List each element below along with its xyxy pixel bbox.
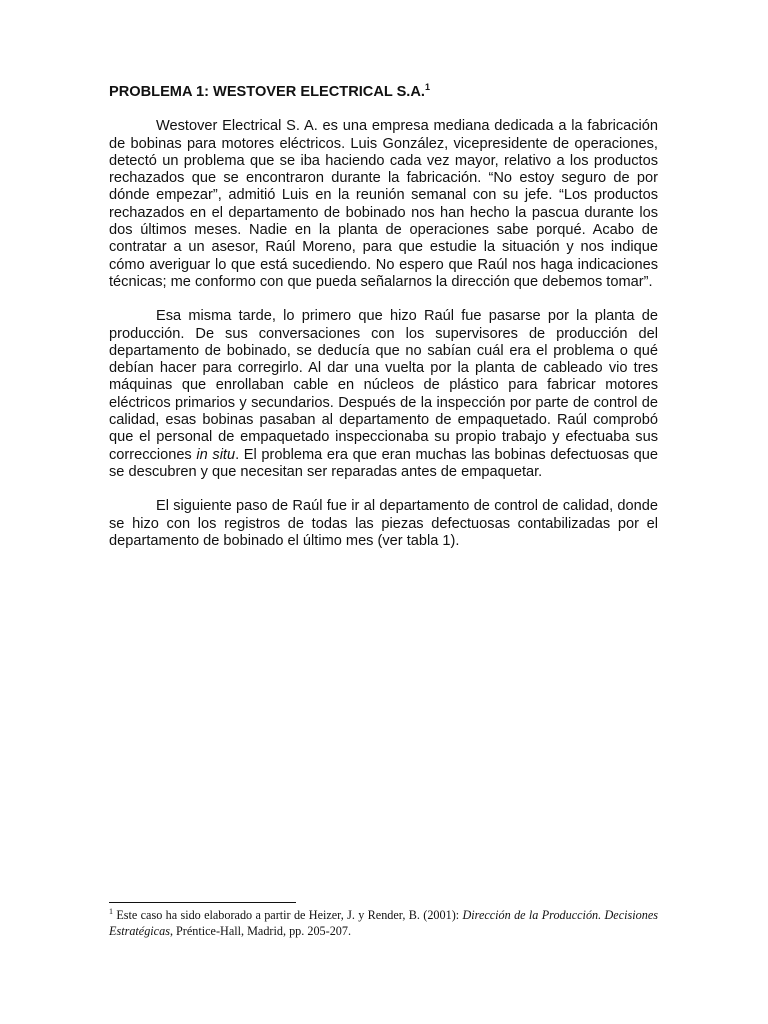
document-body [109,84,658,567]
footnote-text-a: Este caso ha sido elaborado a partir de Heizer, J. y Render, B. (2001): [113,908,463,922]
paragraph-2-italic: in situ [196,446,236,463]
footnote [109,908,658,939]
paragraph-2 [109,308,658,481]
document-title [109,84,658,101]
footnote-marker: 1 [109,906,113,916]
paragraph-1: Westover Electrical S. A. es una empresa mediana dedicada a la fabricación de bobinas para motores eléctricos. Luis González, vicepresidente de operaciones, detectó un problema que se iba haciendo cada vez mayor, relativo a los productos rechazados que se encontraron durante la fabricación. “No estoy seguro de por dónde empezar”, admitió Luis en la reunión semanal con su jefe. “Los productos rechazados en el departamento de bobinado nos han hecho la pascua durante los dos últimos meses. Nadie en la planta de operaciones sabe porqué. Acabo de contratar a un asesor, Raúl Moreno, para que estudie la situación y nos indique cómo averiguar lo que está sucediendo. No espero que Raúl nos haga indicaciones técnicas; me conformo con que pueda señalarnos la dirección que debemos tomar”. [109,118,658,290]
title-footnote-marker: 1 [424,82,430,93]
footnote-text-b: , Préntice-Hall, Madrid, pp. 205-207. [169,923,352,938]
footnote-italic: Dirección de la Producción. Decisiones Estratégicas [109,908,658,938]
paragraph-3: El siguiente paso de Raúl fue ir al departamento de control de calidad, donde se hizo con los registros de todas las piezas defectuosas contabilizadas por el departamento de bobinado el último mes (ver tabla 1). [109,498,658,549]
paragraph-2-text-b: . El problema era que eran muchas las bobinas defectuosas que se descubren y que necesitan ser reparadas antes de empaquetar. [109,446,658,480]
paragraph-2-text-a: Esa misma tarde, lo primero que hizo Raúl fue pasarse por la planta de producción. De sus conversaciones con los supervisores de producción del departamento de bobinado, se deducía que no sabían cuál era el problema o qué debían hacer para corregirlo. Al dar una vuelta por la planta de cableado vio tres máquinas que enrollaban cable en núcleos de plástico para fabricar motores eléctricos primarios y secundarios. Después de la inspección por parte de control de calidad, esas bobinas pasaban al departamento de empaquetado. Raúl comprobó que el personal de empaquetado inspeccionaba su propio trabajo y efectuaba sus correcciones [109,308,658,463]
footnote-divider [109,902,296,903]
title-text: PROBLEMA 1: WESTOVER ELECTRICAL S.A. [109,84,425,100]
